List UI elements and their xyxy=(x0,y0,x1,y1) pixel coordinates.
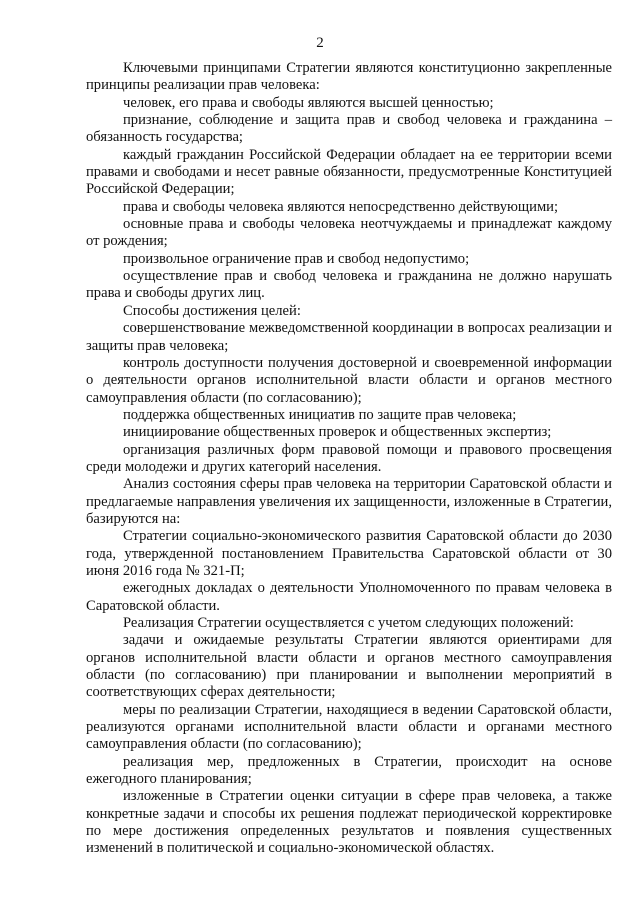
paragraph: инициирование общественных проверок и общественных экспертиз; xyxy=(123,424,552,441)
page-number: 2 xyxy=(316,35,324,51)
paragraph: контроль доступности получения достоверной и своевременной информации о деятельности органов исполнительной власти области и органов местного самоуправления области (по согласованию); xyxy=(86,354,612,406)
paragraph: Способы достижения целей: xyxy=(123,302,301,319)
paragraph: задачи и ожидаемые результаты Стратегии являются ориентирами для органов исполнительной власти области и органов местного самоуправления области (по согласованию) при планировании и выполнении мероприятий в соответствующих сферах деятельности; xyxy=(86,632,612,701)
paragraph: изложенные в Стратегии оценки ситуации в сфере прав человека, а также конкретные задачи и способы их решения подлежат периодической корректировке по мере достижения определенных результатов и появления существенных изменений в политической и социально-экономической областях. xyxy=(86,788,612,857)
paragraph: права и свободы человека являются непосредственно действующими; xyxy=(123,198,559,215)
paragraph: каждый гражданин Российской Федерации обладает на ее территории всеми правами и свободами и несет равные обязанности, предусмотренные Конституцией Российской Федерации; xyxy=(86,146,612,198)
document-body xyxy=(86,60,612,858)
paragraph: осуществление прав и свобод человека и гражданина не должно нарушать права и свободы других лиц. xyxy=(86,268,612,302)
paragraph: организация различных форм правовой помощи и правового просвещения среди молодежи и других категорий населения. xyxy=(86,441,612,475)
paragraph: ежегодных докладах о деятельности Уполномоченного по правам человека в Саратовской области. xyxy=(86,580,612,614)
paragraph: основные права и свободы человека неотчуждаемы и принадлежат каждому от рождения; xyxy=(86,216,612,250)
paragraph: произвольное ограничение прав и свобод недопустимо; xyxy=(123,250,470,267)
paragraph: Стратегии социально-экономического развития Саратовской области до 2030 года, утвержденной постановлением Правительства Саратовской области от 30 июня 2016 года № 321-П; xyxy=(86,528,612,579)
paragraph: Реализация Стратегии осуществляется с учетом следующих положений: xyxy=(123,615,574,631)
paragraph: Ключевыми принципами Стратегии являются конституционно закрепленные принципы реализации прав человека: xyxy=(86,60,612,94)
paragraph: меры по реализации Стратегии, находящиеся в ведении Саратовской области, реализуются органами исполнительной власти области и органами местного самоуправления области (по согласованию); xyxy=(86,701,612,753)
paragraph: совершенствование межведомственной координации в вопросах реализации и защиты прав человека; xyxy=(86,320,612,354)
paragraph: человек, его права и свободы являются высшей ценностью; xyxy=(123,94,494,111)
paragraph: признание, соблюдение и защита прав и свобод человека и гражданина – обязанность государства; xyxy=(86,112,612,146)
paragraph: Анализ состояния сферы прав человека на территории Саратовской области и предлагаемые направления увеличения их защищенности, изложенные в Стратегии, базируются на: xyxy=(86,476,612,527)
paragraph: поддержка общественных инициатив по защите прав человека; xyxy=(123,406,517,423)
paragraph: реализация мер, предложенных в Стратегии, происходит на основе ежегодного планирования; xyxy=(86,753,612,788)
